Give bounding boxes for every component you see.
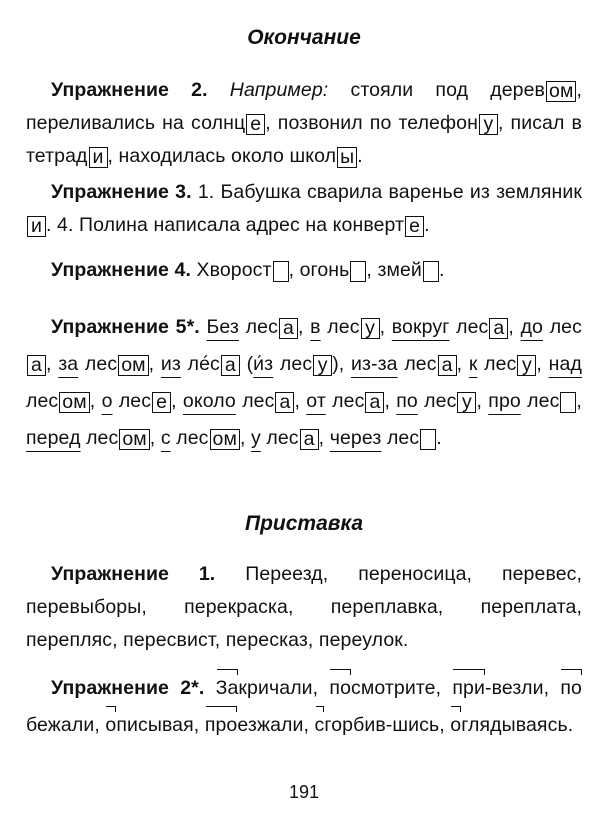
ending-box: у xyxy=(517,355,536,376)
exercise-ending-2 xyxy=(26,74,582,173)
ending-box: а xyxy=(300,429,319,450)
page-number: 191 xyxy=(288,782,320,802)
ending-box: ом xyxy=(119,429,149,450)
text-run: , xyxy=(294,390,307,412)
text-run: лес xyxy=(325,390,365,412)
text-run: 1. Бабушка сварила варенье из земляник xyxy=(191,181,582,203)
text-run: , xyxy=(297,316,311,338)
text-run: глядываясь. xyxy=(461,714,574,736)
text-run: ле́с xyxy=(180,353,220,375)
text-run: . 4. Полина написала адрес на конверт xyxy=(46,214,405,236)
text-run: лес xyxy=(78,353,118,375)
preposition-underlined: за xyxy=(58,353,79,375)
text-run: , xyxy=(89,390,102,412)
text-run: . xyxy=(438,259,445,281)
text-run: лес xyxy=(381,427,420,449)
text-run: Хворост xyxy=(190,259,272,281)
empty-ending-box xyxy=(420,429,436,450)
preposition-underlined: у xyxy=(251,427,261,449)
exercise-label: Упражнение 3. xyxy=(51,181,192,203)
preposition-underlined: про xyxy=(488,390,521,412)
exercise-ending-4 xyxy=(26,254,582,287)
preposition-underlined: из xyxy=(160,353,181,375)
prefix-marked: про xyxy=(205,707,238,744)
exercise-ending-5 xyxy=(26,309,582,457)
text-run: кричали, xyxy=(238,677,330,699)
ending-box: е xyxy=(405,216,424,237)
ending-box: у xyxy=(479,114,498,135)
text-run: стояли под дерев xyxy=(328,79,546,101)
ending-box: ы xyxy=(337,147,357,168)
text-run: лес xyxy=(397,353,437,375)
text-run: , xyxy=(384,390,397,412)
text-run: , xyxy=(536,353,549,375)
text-run: лес xyxy=(449,316,489,338)
exercise-label: Упражнение 2. xyxy=(51,79,208,101)
exercise-prefix-2 xyxy=(26,670,582,744)
ending-box: ом xyxy=(59,392,89,413)
prefix-marked: За xyxy=(216,670,239,707)
text-run: . xyxy=(357,145,363,167)
text-run: лес xyxy=(238,316,278,338)
text-run: , позвонил по телефон xyxy=(265,112,478,134)
prefix-marked: по xyxy=(560,670,582,707)
text-run: -везли, xyxy=(484,677,561,699)
ending-box: е xyxy=(246,114,265,135)
text-run: горбив-шись, xyxy=(324,714,451,736)
text-run: ( xyxy=(239,353,254,375)
text-run: , xyxy=(148,353,161,375)
text-run: лес xyxy=(26,390,59,412)
text-run: , находилась около школ xyxy=(107,145,337,167)
ending-box: и xyxy=(89,147,108,168)
preposition-underlined: перед xyxy=(26,427,81,449)
text-run: лес xyxy=(112,390,152,412)
text-run: , xyxy=(46,353,59,375)
text-run: лес xyxy=(273,353,313,375)
text-run: , xyxy=(576,390,582,412)
empty-ending-box xyxy=(560,392,576,413)
text-run: Переезд, переносица, перевес, перевыборы, перекраска, переплавка, переплата, перепляс, пересвист, пересказ, переулок. xyxy=(26,563,583,651)
text-run: ), xyxy=(332,353,351,375)
text-run: , змей xyxy=(366,259,422,281)
exercise-label: Упражнение 5*. xyxy=(51,316,200,338)
preposition-underlined: через xyxy=(329,427,382,449)
text-run: писывая, xyxy=(116,714,205,736)
ending-box: а xyxy=(438,355,457,376)
ending-box: а xyxy=(275,392,294,413)
ending-box: у xyxy=(361,318,380,339)
ending-box: ом xyxy=(118,355,148,376)
prefix-marked: с xyxy=(315,707,325,744)
preposition-underlined: о xyxy=(101,390,113,412)
text-run: бежали, xyxy=(26,714,106,736)
preposition-underlined: вокруг xyxy=(391,316,450,338)
example-italic: Например: xyxy=(207,79,329,101)
text-run: , xyxy=(379,316,392,338)
ending-box: а xyxy=(365,392,384,413)
text-run: , xyxy=(149,427,161,449)
text-run xyxy=(204,677,215,699)
text-run: лес xyxy=(477,353,517,375)
text-run: , xyxy=(456,353,469,375)
preposition-underlined: Без xyxy=(206,316,239,338)
prefix-marked: по xyxy=(329,670,351,707)
text-run: , xyxy=(239,427,251,449)
text-run: лес xyxy=(543,316,582,338)
prefix-marked: о xyxy=(450,707,461,744)
text-run: , xyxy=(318,427,330,449)
text-run: лес xyxy=(235,390,275,412)
ending-box: и xyxy=(27,216,46,237)
preposition-underlined: по xyxy=(396,390,418,412)
ending-box: а xyxy=(279,318,298,339)
preposition-underlined: от xyxy=(306,390,326,412)
text-run: , xyxy=(476,390,489,412)
preposition-underlined: до xyxy=(520,316,544,338)
ending-box: а xyxy=(489,318,508,339)
text-run: . xyxy=(436,427,442,449)
exercise-ending-3 xyxy=(26,176,582,242)
section-title-ending: Окончание xyxy=(247,26,361,49)
text-run: лес xyxy=(170,427,209,449)
exercise-prefix-1 xyxy=(26,558,582,657)
text-run: лес xyxy=(80,427,119,449)
text-run: лес xyxy=(260,427,299,449)
preposition-underlined: около xyxy=(182,390,236,412)
empty-ending-box xyxy=(273,261,289,282)
text-run: , переливались на солнц xyxy=(26,79,582,134)
prefix-marked: при xyxy=(452,670,485,707)
preposition-underlined: над xyxy=(548,353,582,375)
preposition-underlined: и́з xyxy=(253,353,274,375)
text-run: , писал в тетрад xyxy=(26,112,582,167)
text-run: . xyxy=(424,214,430,236)
preposition-underlined: из-за xyxy=(351,353,398,375)
text-run: , огонь xyxy=(288,259,350,281)
prefix-marked: о xyxy=(105,707,116,744)
exercise-label: Упражнение 4. xyxy=(51,259,191,281)
ending-box: у xyxy=(313,355,332,376)
text-run: лес xyxy=(320,316,360,338)
ending-box: ом xyxy=(210,429,240,450)
text-run: езжали, xyxy=(237,714,315,736)
empty-ending-box xyxy=(423,261,439,282)
text-run: , xyxy=(508,316,521,338)
ending-box: а xyxy=(221,355,240,376)
preposition-underlined: с xyxy=(160,427,171,449)
ending-box: у xyxy=(457,392,476,413)
ending-box: а xyxy=(27,355,46,376)
text-run: лес xyxy=(417,390,457,412)
ending-box: е xyxy=(152,392,171,413)
exercise-label: Упражнение 1. xyxy=(51,563,216,585)
text-run xyxy=(200,316,207,338)
exercise-label: Упражнение 2*. xyxy=(51,677,205,699)
ending-box: ом xyxy=(546,81,576,102)
preposition-underlined: к xyxy=(468,353,478,375)
empty-ending-box xyxy=(350,261,366,282)
text-run: , xyxy=(171,390,183,412)
section-title-prefix: Приставка xyxy=(244,512,364,535)
text-run: лес xyxy=(520,390,560,412)
preposition-underlined: в xyxy=(310,316,321,338)
text-run: смотрите, xyxy=(351,677,453,699)
